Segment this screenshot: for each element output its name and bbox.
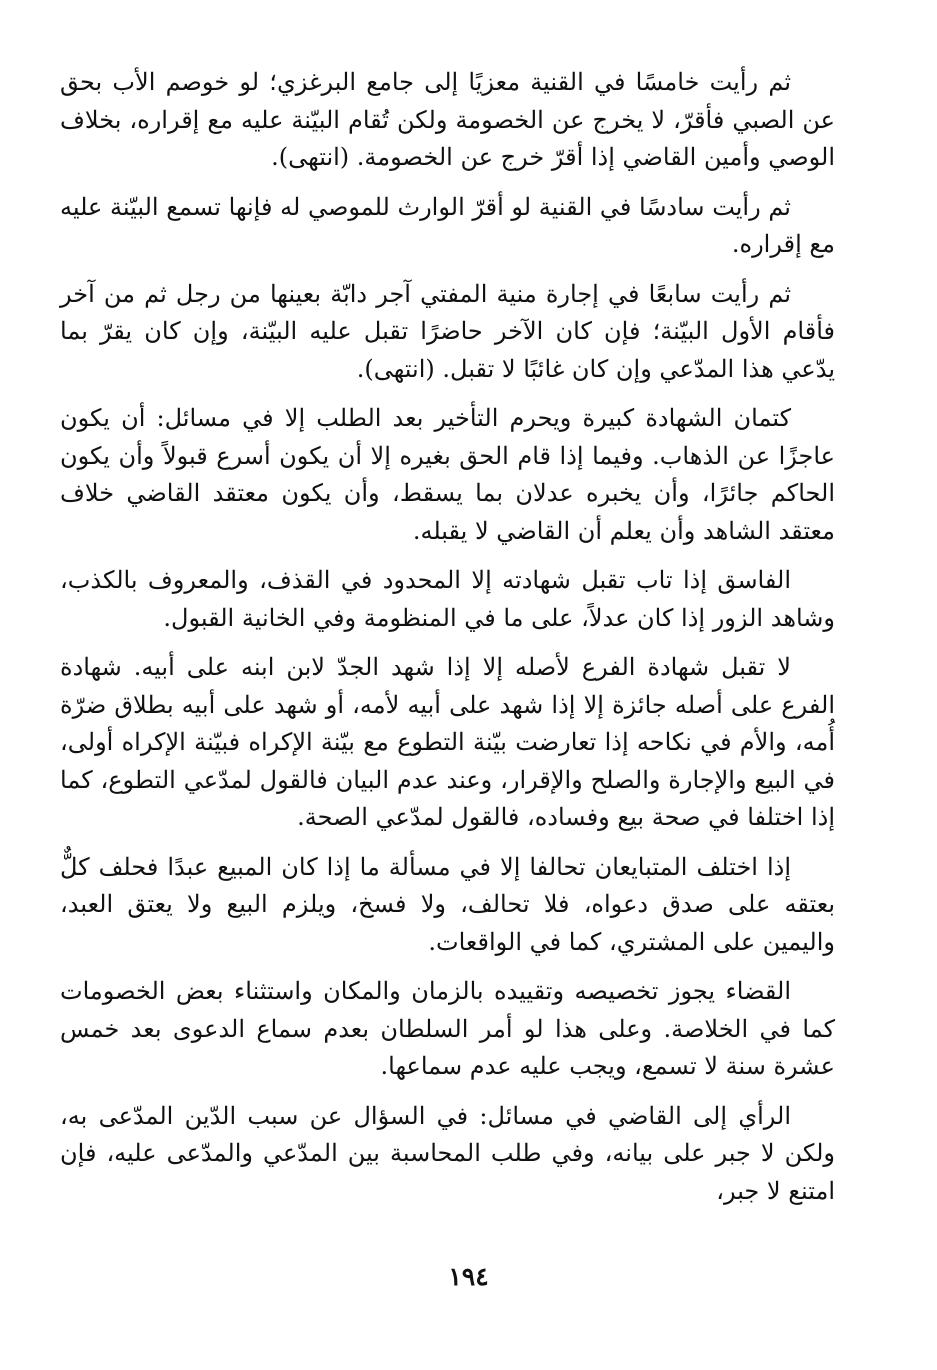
page-number: ١٩٤ <box>448 1262 489 1291</box>
paragraph-3: ثم رأيت سابعًا في إجارة منية المفتي آجر دابّة بعينها من رجل ثم من آخر فأقام الأول البيّنة؛ فإن كان الآخر حاضرًا تقبل عليه البيّنة، وإن كان يقرّ بما يدّعي هذا المدّعي وإن كان غائبًا لا تقبل. (انتهى). <box>60 279 835 383</box>
paragraph-8: القضاء يجوز تخصيصه وتقييده بالزمان والمكان واستثناء بعض الخصومات كما في الخلاصة. وعلى هذا لو أمر السلطان بعدم سماع الدعوى بعد خمس عشرة سنة لا تسمع، ويجب عليه عدم سماعها. <box>60 977 835 1080</box>
paragraph-4: كتمان الشهادة كبيرة ويحرم التأخير بعد الطلب إلا في مسائل: أن يكون عاجزًا عن الذهاب. وفيما إذا قام الحق بغيره إلا أن يكون أسرع قبولاً وأن يكون الحاكم جائرًا، وأن يخبره عدلان بما يسقط، وأن يكون معتقد القاضي خلاف معتقد الشاهد وأن يعلم أن القاضي لا يقبله. <box>60 404 835 545</box>
page-body <box>60 64 835 1222</box>
paragraph-9: الرأي إلى القاضي في مسائل: في السؤال عن سبب الدّين المدّعى به، ولكن لا جبر على بيانه، وفي طلب المحاسبة بين المدّعي والمدّعى عليه، فإن امتنع لا جبر، <box>60 1101 835 1205</box>
paragraph-7: إذا اختلف المتبايعان تحالفا إلا في مسألة ما إذا كان المبيع عبدًا فحلف كلٌّ بعتقه على صدق دعواه، فلا تحالف، ولا فسخ، ويلزم البيع ولا يعتق العبد، واليمين على المشتري، كما في الواقعات. <box>60 852 835 956</box>
paragraph-6: لا تقبل شهادة الفرع لأصله إلا إذا شهد الجدّ لابن ابنه على أبيه. شهادة الفرع على أصله جائزة إلا إذا شهد على أبيه لأمه، أو شهد على أبيه بطلاق ضرّة أُمه، والأم في نكاحه إذا تعارضت بيّنة التطوع مع بيّنة الإكراه فبيّنة الإكراه أولى، في البيع والإجارة والصلح والإقرار، وعند عدم البيان فالقول لمدّعي التطوع، كما إذا اختلفا في صحة بيع وفساده، فالقول لمدّعي الصحة. <box>60 653 835 831</box>
paragraph-2: ثم رأيت سادسًا في القنية لو أقرّ الوارث للموصي له فإنها تسمع البيّنة عليه مع إقراره. <box>60 192 835 258</box>
paragraph-1: ثم رأيت خامسًا في القنية معزيًا إلى جامع البرغزي؛ لو خوصم الأب بحق عن الصبي فأقرّ، لا يخرج عن الخصومة ولكن تُقام البيّنة عليه مع إقراره، بخلاف الوصي وأمين القاضي إذا أقرّ خرج عن الخصومة. (انتهى). <box>60 68 836 171</box>
paragraph-5: الفاسق إذا تاب تقبل شهادته إلا المحدود في القذف، والمعروف بالكذب، وشاهد الزور إذا كان عدلاً، على ما في المنظومة وفي الخانية القبول. <box>60 566 835 632</box>
